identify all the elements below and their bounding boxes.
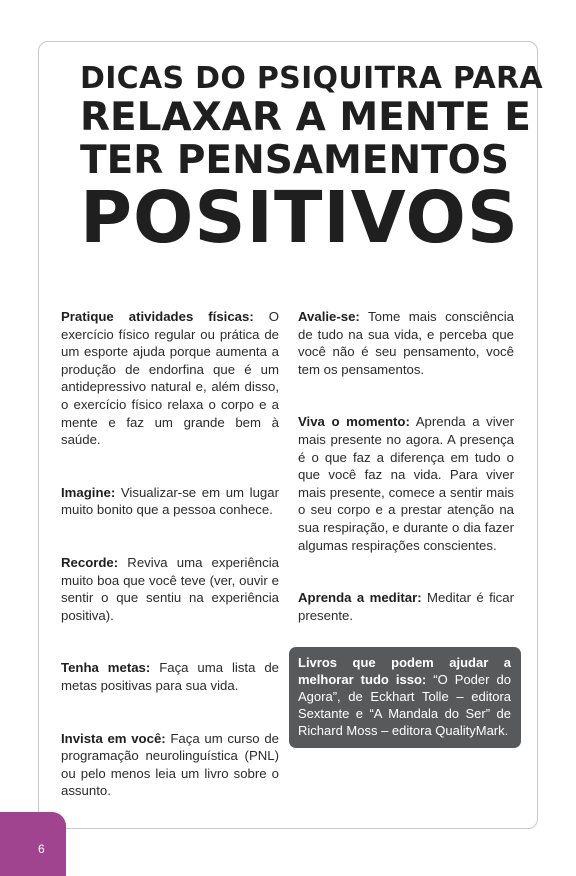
- title-line-3: TER PENSAMENTOS: [80, 138, 509, 183]
- tip-text: O exercício físico regular ou prática de um esporte ajuda porque aumenta a produção de endorfina que é um antidepressivo natural e, além disso, o exercício físico relaxa o corpo e a mente e faz um grande bem à saúde.: [61, 309, 279, 448]
- title-line-4: POSITIVOS: [80, 176, 519, 259]
- tip-text: Visualizar-se em um lugar muito bonito que a pessoa conhece.: [61, 484, 279, 518]
- tip-heading: Aprenda a meditar:: [298, 590, 422, 606]
- page-number-tab: [0, 812, 66, 876]
- tip-heading: Pratique atividades físicas:: [61, 309, 254, 324]
- right-column: [298, 308, 514, 624]
- tip-avalie-se: [298, 308, 514, 378]
- tip-viva-o-momento: [298, 413, 514, 554]
- title-line-2: RELAXAR A MENTE E: [80, 95, 531, 140]
- tip-text: Tome mais consciência de tudo na sua vida, e perceba que você não é seu pensamento, você tem os pensamentos.: [298, 309, 514, 377]
- tip-tenha-metas: [61, 659, 279, 694]
- tip-aprenda-a-meditar: [298, 589, 514, 624]
- page-number: 6: [38, 842, 45, 856]
- callout-text: “O Poder do Agora”, de Eckhart Tolle – editora Sextante e “A Mandala do Ser” de Richard Moss – editora QualityMark.: [298, 672, 511, 738]
- tip-heading: Imagine:: [61, 484, 116, 500]
- tip-imagine: [61, 484, 279, 519]
- tip-heading: Avalie-se:: [298, 309, 360, 324]
- tip-text: Reviva uma experiência muito boa que você teve (ver, ouvir e sentir o que sentiu na experiência positiva).: [61, 554, 279, 623]
- tip-heading: Viva o momento:: [298, 414, 410, 430]
- tip-text: Meditar é ficar presente.: [298, 590, 514, 623]
- books-callout: [289, 647, 521, 748]
- callout-heading: Livros que podem ajudar a melhorar tudo isso:: [298, 655, 511, 687]
- page-title: [80, 61, 543, 259]
- tip-invista-em-voce: [61, 730, 279, 800]
- tip-recorde: [61, 554, 279, 624]
- tip-text: Faça um curso de programação neurolinguística (PNL) ou pelo menos leia um livro sobre o assunto.: [61, 730, 279, 799]
- tip-text: Faça uma lista de metas positivas para sua vida.: [61, 660, 280, 693]
- title-line-1: DICAS DO PSIQUITRA PARA: [80, 61, 543, 96]
- tip-heading: Recorde:: [61, 554, 119, 570]
- left-column: [61, 308, 279, 800]
- tip-heading: Invista em você:: [61, 730, 166, 746]
- tip-text: Aprenda a viver mais presente no agora. A presença é o que faz a diferença em tudo o que você faz na vida. Para viver mais presente, comece a sentir mais o seu corpo e a prestar atenção na sua respiração, e durante o dia fazer algumas respirações conscientes.: [298, 414, 514, 553]
- tip-atividades-fisicas: [61, 308, 279, 449]
- tip-heading: Tenha metas:: [61, 660, 151, 676]
